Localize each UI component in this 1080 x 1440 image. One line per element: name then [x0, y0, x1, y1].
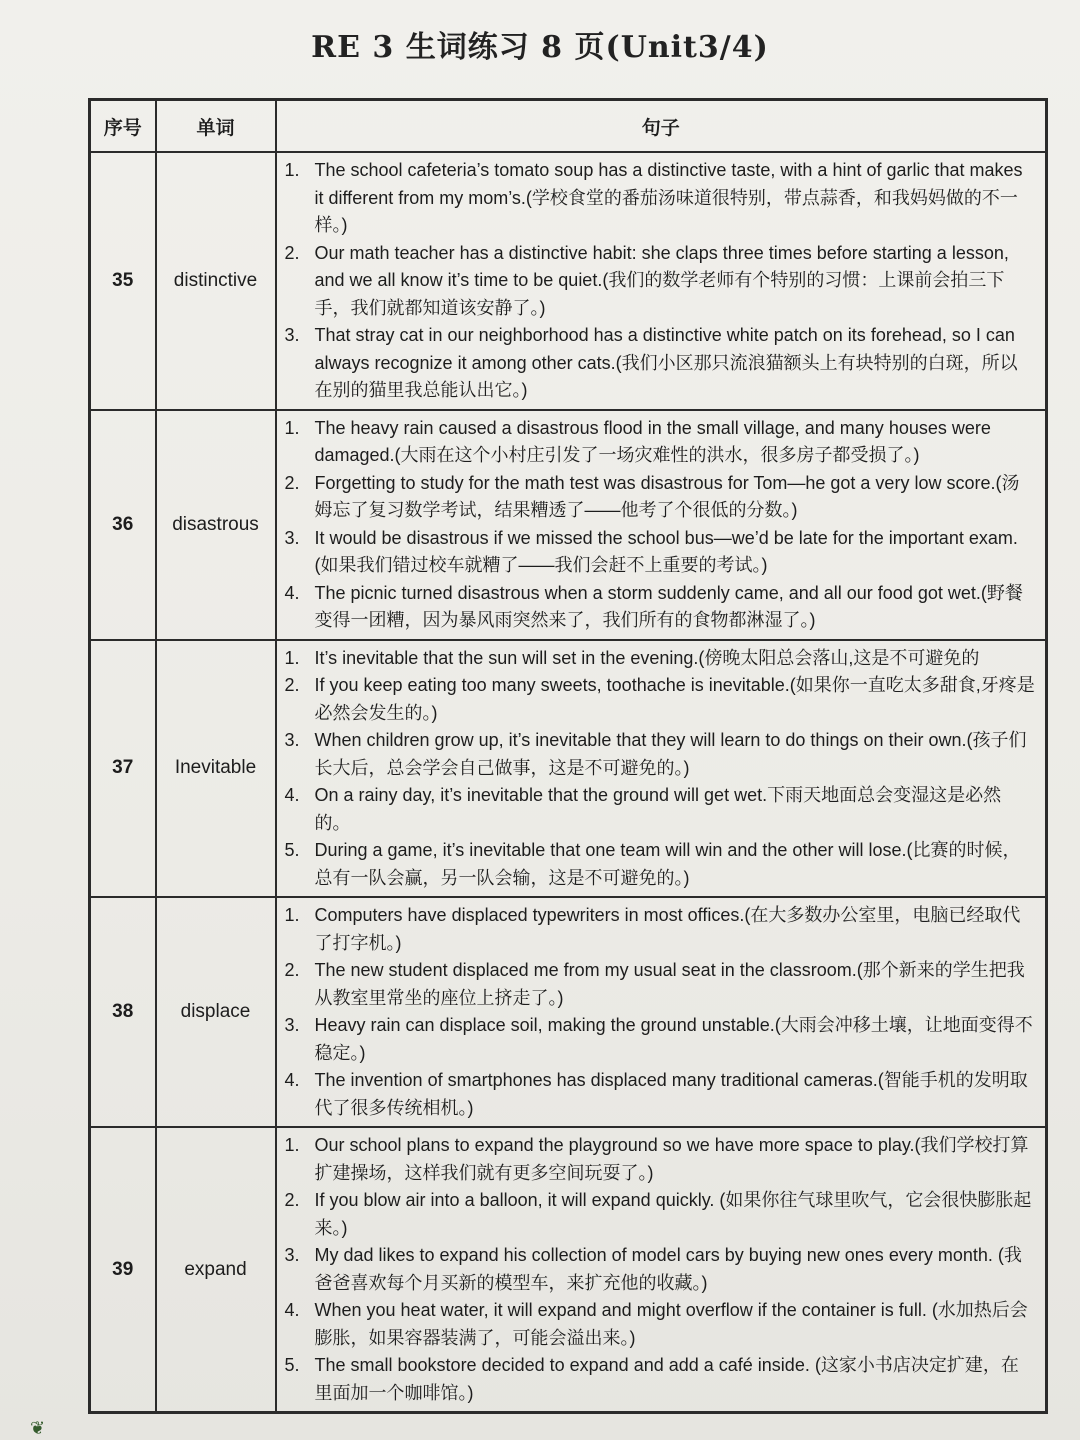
header-word: 单词 — [156, 100, 276, 153]
sentence-item — [285, 1012, 1036, 1067]
sentence-number: 4. — [284, 1300, 300, 1320]
table-row — [90, 152, 1047, 410]
sentence-item — [285, 525, 1036, 580]
sentence-item — [285, 240, 1036, 323]
sentence-number: 1. — [284, 160, 300, 180]
entry-number: 37 — [90, 640, 156, 898]
entry-sentences — [276, 640, 1047, 898]
entry-word: disastrous — [156, 410, 276, 640]
sentence-item — [285, 672, 1036, 727]
entry-number: 36 — [90, 410, 156, 640]
entry-word: Inevitable — [156, 640, 276, 898]
sentence-number: 1. — [284, 1135, 300, 1155]
sentence-item — [285, 782, 1036, 837]
vocabulary-table — [88, 98, 1048, 1414]
sentence-number: 3. — [284, 1015, 300, 1035]
sentence-list — [285, 415, 1036, 635]
entry-number: 38 — [90, 897, 156, 1127]
sentence-text: The heavy rain caused a disastrous flood in the small village, and many houses were damaged.(大雨在这个小村庄引发了一场灾难性的洪水，很多房子都受损了。) — [314, 417, 991, 465]
sentence-text: Our school plans to expand the playground so we have more space to play.(我们学校打算扩建操场，这样我们就有更多空间玩耍了。) — [314, 1135, 1029, 1183]
sentence-number: 4. — [284, 785, 300, 805]
sentence-text: The new student displaced me from my usual seat in the classroom.(那个新来的学生把我从教室里常坐的座位上挤走了。) — [314, 960, 1025, 1008]
table-row — [90, 640, 1047, 898]
header-number: 序号 — [90, 100, 156, 153]
sentence-list — [285, 157, 1036, 405]
sentence-number: 4. — [284, 582, 300, 603]
sentence-item — [285, 1067, 1036, 1122]
entry-sentences — [276, 1127, 1047, 1413]
sentence-text: Computers have displaced typewriters in most offices.(在大多数办公室里，电脑已经取代了打字机。) — [314, 905, 1021, 953]
header-sentence: 句子 — [276, 100, 1047, 153]
sentence-text: It would be disastrous if we missed the school bus—we’d be late for the important exam.(如果我们错过校车就糟了——我们会赶不上重要的考试。) — [314, 527, 1018, 575]
sentence-list — [285, 1132, 1036, 1407]
sentence-number: 2. — [284, 1190, 300, 1210]
sentence-text: That stray cat in our neighborhood has a distinctive white patch on its forehead, so I can always recognize it among other cats.(我们小区那只流浪猫额头上有块特别的白斑，所以在别的猫里我总能认出它。) — [314, 325, 1018, 400]
sentence-item — [285, 902, 1036, 957]
sentence-item — [285, 580, 1036, 635]
sentence-text: It’s inevitable that the sun will set in the evening.(傍晚太阳总会落山,这是不可避免的 — [314, 647, 980, 668]
sentence-text: If you keep eating too many sweets, toothache is inevitable.(如果你一直吃太多甜食,牙疼是必然会发生的。) — [314, 675, 1035, 723]
table-header-row — [90, 100, 1047, 153]
entry-sentences — [276, 897, 1047, 1127]
sentence-item — [285, 415, 1036, 470]
sentence-number: 4. — [284, 1070, 300, 1090]
sentence-text: Forgetting to study for the math test was disastrous for Tom—he got a very low score.(汤姆忘了复习数学考试，结果糟透了——他考了个很低的分数。) — [314, 472, 1020, 520]
entry-word: displace — [156, 897, 276, 1127]
entry-number: 35 — [90, 152, 156, 410]
sentence-item — [285, 837, 1036, 892]
entry-word: distinctive — [156, 152, 276, 410]
sentence-text: When children grow up, it’s inevitable that they will learn to do things on their own.(孩子们长大后，总会学会自己做事，这是不可避免的。) — [314, 730, 1027, 778]
sentence-text: When you heat water, it will expand and might overflow if the container is full. (水加热后会膨胀，如果容器装满了，可能会溢出来。) — [314, 1300, 1028, 1348]
sentence-item — [285, 1297, 1036, 1352]
table-row — [90, 897, 1047, 1127]
sentence-number: 2. — [284, 960, 300, 980]
sentence-text: Heavy rain can displace soil, making the ground unstable.(大雨会冲移土壤，让地面变得不稳定。) — [314, 1015, 1033, 1063]
sentence-number: 2. — [284, 242, 300, 263]
sentence-item — [285, 1242, 1036, 1297]
sentence-text: The small bookstore decided to expand and add a café inside. (这家小书店决定扩建，在里面加一个咖啡馆。) — [314, 1355, 1019, 1403]
sentence-number: 5. — [284, 840, 300, 860]
sentence-number: 2. — [284, 472, 300, 493]
sentence-item — [285, 645, 1036, 673]
sentence-item — [285, 1352, 1036, 1407]
sentence-item — [285, 957, 1036, 1012]
sentence-number: 1. — [284, 905, 300, 925]
sentence-text: The picnic turned disastrous when a storm suddenly came, and all our food got wet.(野餐变得一团糟，因为暴风雨突然来了，我们所有的食物都淋湿了。) — [314, 582, 1023, 630]
sentence-item — [285, 1132, 1036, 1187]
sentence-item — [285, 157, 1036, 240]
sentence-number: 2. — [284, 675, 300, 695]
page-title: RE 3 生词练习 8 页(Unit3/4) — [311, 30, 769, 65]
sentence-text: The invention of smartphones has displaced many traditional cameras.(智能手机的发明取代了很多传统相机。) — [314, 1070, 1028, 1118]
sentence-number: 1. — [284, 647, 300, 668]
sentence-text: My dad likes to expand his collection of model cars by buying new ones every month. (我爸爸喜欢每个月买新的模型车，来扩充他的收藏。) — [314, 1245, 1022, 1293]
sentence-item — [285, 470, 1036, 525]
table-row — [90, 1127, 1047, 1413]
sentence-text: During a game, it’s inevitable that one team will win and the other will lose.(比赛的时候，总有一队会赢，另一队会输，这是不可避免的。) — [314, 840, 1021, 888]
sentence-text: On a rainy day, it’s inevitable that the ground will get wet.下雨天地面总会变湿这是必然的。 — [314, 785, 1002, 833]
sentence-number: 3. — [284, 325, 300, 345]
sentence-item — [285, 727, 1036, 782]
sentence-number: 3. — [284, 527, 300, 548]
entry-sentences — [276, 410, 1047, 640]
sentence-list — [285, 902, 1036, 1122]
table-row — [90, 410, 1047, 640]
sentence-item — [285, 1187, 1036, 1242]
sentence-text: If you blow air into a balloon, it will expand quickly. (如果你往气球里吹气，它会很快膨胀起来。) — [314, 1190, 1032, 1238]
sentence-list — [285, 645, 1036, 893]
entry-word: expand — [156, 1127, 276, 1413]
sentence-number: 5. — [284, 1355, 300, 1375]
sentence-number: 3. — [284, 730, 300, 750]
entry-sentences — [276, 152, 1047, 410]
sentence-text: Our math teacher has a distinctive habit: she claps three times before starting a lesson, and we all know it’s time to be quiet.(我们的数学老师有个特别的习惯：上课前会拍三下手，我们就都知道该安静了。) — [314, 242, 1009, 318]
sentence-text: The school cafeteria’s tomato soup has a distinctive taste, with a hint of garlic that makes it different from my mom’s.(学校食堂的番茄汤味道很特别，带点蒜香，和我妈妈做的不一样。) — [314, 160, 1023, 235]
sentence-number: 1. — [284, 417, 300, 438]
leaf-mark: ❦ — [30, 1418, 46, 1438]
sentence-number: 3. — [284, 1245, 300, 1265]
entry-number: 39 — [90, 1127, 156, 1413]
sentence-item — [285, 322, 1036, 405]
